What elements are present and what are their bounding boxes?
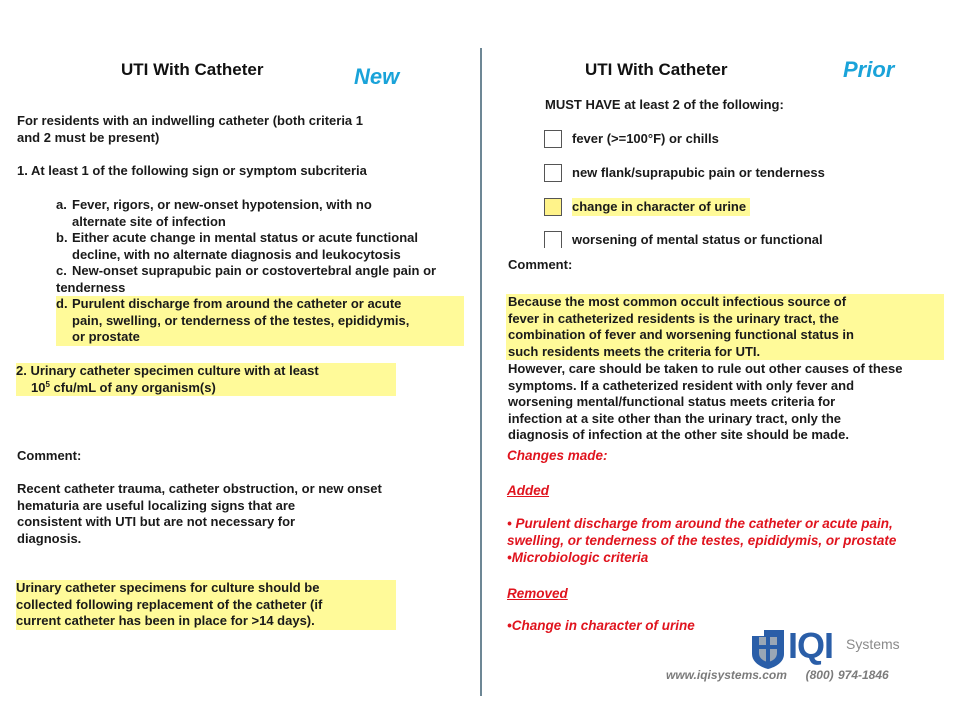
subcriterion-b [56,230,436,263]
checklist-label: new flank/suprapubic pain or tenderness [572,164,825,180]
logo-text: IQI [788,625,834,666]
subcriterion-label: b. [56,230,68,245]
added-item: swelling, or tenderness of the testes, epididymis, or prostate [507,533,897,548]
column-divider [480,48,482,696]
shield-icon [750,628,786,670]
comment-line: diagnosis of infection at the other site should be made. [508,427,849,442]
website-text: www.iqisystems.com [666,668,787,682]
added-item: •Microbiologic criteria [507,550,649,565]
right-comment-rest [508,361,902,444]
right-comment-label: Comment: [508,257,573,272]
checklist-item-flank-pain[interactable] [544,163,825,183]
new-section-title: UTI With Catheter [121,60,264,79]
checkbox[interactable] [544,198,562,216]
removed-label: Removed [507,586,568,601]
prior-tag: Prior [843,57,895,82]
note-line: Urinary catheter specimens for culture should be [16,580,320,595]
comment-line: fever in catheterized residents is the urinary tract, the [508,310,839,326]
checklist-label: change in character of urine [572,198,750,217]
criterion-1: 1. At least 1 of the following sign or symptom subcriteria [17,163,367,178]
logo-subtext: Systems [846,636,900,652]
comment-line: combination of fever and worsening functional status in [508,327,854,342]
subcriterion-line: New-onset suprapubic pain or costovertebral angle pain or [72,263,437,278]
subcriterion-label: c. [56,263,67,278]
checklist-label: worsening of mental status or functional [572,231,823,247]
added-label: Added [507,483,549,498]
added-items [507,515,896,566]
new-tag: New [354,64,400,89]
left-comment-label: Comment: [17,448,82,463]
culture-rest: cfu/mL of any organism(s) [49,379,216,395]
checklist-item-mental-status[interactable] [544,231,823,248]
note-line: collected following replacement of the catheter (if [16,596,323,612]
comment-line: worsening mental/functional status meets criteria for [508,394,836,409]
phone-text: (800) 974-1846 [805,668,889,682]
subcriteria-list [56,197,436,296]
subcriterion-line: alternate site of infection [72,213,226,229]
subcriterion-label: a. [56,197,67,212]
subcriterion-line: decline, with no alternate diagnosis and leukocytosis [72,246,401,262]
subcriterion-d [56,296,464,346]
iqi-logo [750,626,900,670]
culture-note [16,580,396,630]
checklist-label: fever (>=100°F) or chills [572,130,719,146]
intro-line: and 2 must be present) [17,129,160,145]
removed-items [507,617,695,634]
subcriterion-c [56,263,436,296]
subcriterion-label: d. [56,296,68,311]
subcriterion-line: or prostate [72,329,140,344]
subcriterion-line: tenderness [56,279,126,295]
intro-text [17,113,363,146]
criterion-2-line [16,380,396,397]
changes-heading: Changes made: [507,448,608,463]
right-comment-highlighted [506,294,944,360]
comment-line: diagnosis. [17,530,82,546]
subcriterion-a [56,197,436,230]
subcriterion-line: Fever, rigors, or new-onset hypotension, with no [72,197,372,212]
checkbox[interactable] [544,130,562,148]
comment-line: hematuria are useful localizing signs that are [17,497,296,513]
must-have-text: MUST HAVE at least 2 of the following: [545,97,784,112]
culture-base: 10 [31,379,46,395]
checkbox[interactable] [544,164,562,182]
comment-line: infection at a site other than the urinary tract, only the [508,410,841,426]
checklist-item-urine-change[interactable] [544,197,750,217]
prior-section-title: UTI With Catheter [585,60,728,79]
comment-line: Recent catheter trauma, catheter obstruction, or new onset [17,481,382,496]
comment-line: symptoms. If a catheterized resident with only fever and [508,377,855,393]
comment-line: Because the most common occult infectious source of [508,294,847,309]
subcriterion-line: pain, swelling, or tenderness of the testes, epididymis, [72,312,410,328]
criterion-2-line: 2. Urinary catheter specimen culture with at least [16,363,319,378]
comment-line: consistent with UTI but are not necessary for [17,514,296,529]
note-line: current catheter has been in place for >14 days). [16,613,315,628]
left-comment-text [17,481,382,547]
criterion-2 [16,363,396,396]
subcriterion-line: Either acute change in mental status or acute functional [72,230,419,245]
added-item: • Purulent discharge from around the catheter or acute pain, [507,516,893,531]
subcriterion-line: Purulent discharge from around the catheter or acute [72,296,402,311]
checklist-item-fever[interactable] [544,129,719,149]
checkbox[interactable] [544,231,562,248]
culture-exponent: 5 [45,379,50,389]
comment-line: However, care should be taken to rule out other causes of these [508,361,903,376]
removed-item: •Change in character of urine [507,618,695,633]
footer-contact [666,668,889,682]
intro-line: For residents with an indwelling catheter (both criteria 1 [17,113,364,128]
checklist-clip [540,226,940,248]
comment-line: such residents meets the criteria for UTI. [508,343,761,359]
